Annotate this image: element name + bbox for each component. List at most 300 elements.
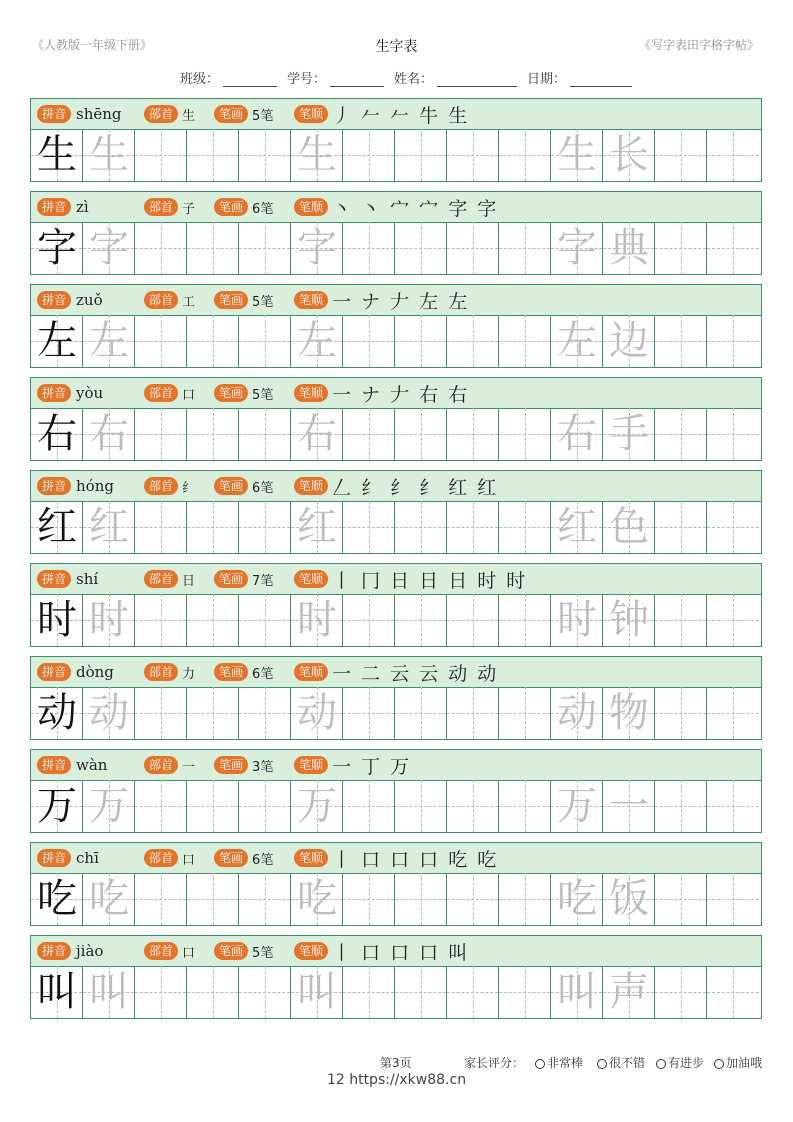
writing-cell[interactable] [447, 873, 499, 925]
word-character: 一 [609, 783, 649, 829]
writing-cell[interactable] [83, 222, 135, 274]
writing-cell[interactable] [239, 129, 291, 181]
model-character: 右 [37, 411, 77, 457]
writing-cell[interactable] [395, 222, 447, 274]
order-badge: 笔顺 [294, 105, 328, 123]
writing-cell[interactable] [499, 966, 551, 1018]
writing-cell[interactable] [291, 222, 343, 274]
trace-character: 时 [297, 597, 337, 643]
writing-cell[interactable] [551, 222, 603, 274]
order-badge: 笔顺 [294, 198, 328, 216]
writing-cell[interactable] [187, 873, 239, 925]
stroke-order: 𠃋 纟 纟 纟 红 红 [332, 476, 499, 499]
writing-cell[interactable] [655, 687, 707, 739]
writing-cell[interactable] [603, 687, 655, 739]
radical-badge: 部首 [144, 198, 178, 216]
stroke-order: 一 二 云 云 动 动 [332, 662, 499, 685]
character-block [30, 191, 762, 277]
pinyin-value: jiào [76, 942, 104, 960]
radio-icon [656, 1059, 666, 1069]
rating-option[interactable]: 有进步 [656, 1054, 704, 1071]
strokes-value: 5笔 [252, 945, 274, 961]
radical-badge: 部首 [144, 105, 178, 123]
writing-cell[interactable] [707, 873, 759, 925]
trace-character: 叫 [297, 969, 337, 1015]
strokes-value: 6笔 [252, 480, 274, 496]
tianzige-grid [30, 594, 762, 647]
writing-cell[interactable] [343, 873, 395, 925]
writing-cell[interactable] [447, 966, 499, 1018]
writing-cell[interactable] [603, 222, 655, 274]
word-character: 边 [609, 318, 649, 364]
writing-cell[interactable] [135, 315, 187, 367]
page-number: 第3页 [380, 1056, 412, 1070]
pinyin-value: shēng [76, 105, 122, 123]
writing-cell[interactable] [31, 594, 83, 646]
writing-cell[interactable] [343, 594, 395, 646]
writing-cell[interactable] [447, 315, 499, 367]
radical-value: 口 [182, 852, 196, 868]
writing-cell[interactable] [447, 594, 499, 646]
writing-cell[interactable] [343, 408, 395, 460]
writing-cell[interactable] [707, 966, 759, 1018]
writing-cell[interactable] [239, 222, 291, 274]
writing-cell[interactable] [343, 966, 395, 1018]
writing-cell[interactable] [603, 594, 655, 646]
header-left: 《人教版一年级下册》 [32, 38, 153, 52]
info-bar [30, 656, 762, 688]
tianzige-grid [30, 780, 762, 833]
writing-cell[interactable] [603, 966, 655, 1018]
writing-cell[interactable] [187, 780, 239, 832]
writing-cell[interactable] [83, 966, 135, 1018]
writing-cell[interactable] [395, 315, 447, 367]
radical-value: 口 [182, 387, 196, 403]
info-bar [30, 935, 762, 967]
order-badge: 笔顺 [294, 663, 328, 681]
radical-value: 一 [182, 759, 196, 775]
strokes-badge: 笔画 [214, 291, 248, 309]
writing-cell[interactable] [83, 594, 135, 646]
writing-cell[interactable] [135, 501, 187, 553]
writing-cell[interactable] [135, 408, 187, 460]
writing-cell[interactable] [239, 408, 291, 460]
writing-cell[interactable] [499, 780, 551, 832]
pinyin-badge: 拼音 [37, 570, 71, 588]
writing-cell[interactable] [343, 501, 395, 553]
stroke-order: 一 丁 万 [332, 755, 412, 778]
word-character: 色 [609, 504, 649, 550]
tianzige-grid [30, 501, 762, 554]
writing-cell[interactable] [603, 315, 655, 367]
word-character: 声 [609, 969, 649, 1015]
writing-cell[interactable] [655, 780, 707, 832]
character-block [30, 98, 762, 184]
strokes-value: 5笔 [252, 294, 274, 310]
writing-cell[interactable] [291, 687, 343, 739]
character-block [30, 656, 762, 742]
pinyin-badge: 拼音 [37, 477, 71, 495]
order-badge: 笔顺 [294, 477, 328, 495]
trace-character: 时 [89, 597, 129, 643]
info-bar [30, 749, 762, 781]
writing-cell[interactable] [31, 222, 83, 274]
word-character: 动 [557, 690, 597, 736]
strokes-value: 6笔 [252, 201, 274, 217]
writing-cell[interactable] [447, 687, 499, 739]
writing-cell[interactable] [135, 687, 187, 739]
info-bar [30, 191, 762, 223]
writing-cell[interactable] [187, 408, 239, 460]
word-character: 叫 [557, 969, 597, 1015]
writing-cell[interactable] [655, 222, 707, 274]
pinyin-badge: 拼音 [37, 105, 71, 123]
character-block [30, 935, 762, 1021]
writing-cell[interactable] [83, 408, 135, 460]
strokes-value: 7笔 [252, 573, 274, 589]
writing-cell[interactable] [187, 222, 239, 274]
writing-cell[interactable] [499, 873, 551, 925]
strokes-badge: 笔画 [214, 570, 248, 588]
writing-cell[interactable] [135, 873, 187, 925]
radio-icon [535, 1059, 545, 1069]
pinyin-badge: 拼音 [37, 942, 71, 960]
writing-cell[interactable] [135, 966, 187, 1018]
trace-character: 生 [297, 132, 337, 178]
writing-cell[interactable] [135, 780, 187, 832]
strokes-value: 5笔 [252, 387, 274, 403]
tianzige-grid [30, 687, 762, 740]
writing-cell[interactable] [447, 222, 499, 274]
writing-cell[interactable] [447, 408, 499, 460]
writing-cell[interactable] [707, 222, 759, 274]
strokes-badge: 笔画 [214, 849, 248, 867]
strokes-value: 6笔 [252, 666, 274, 682]
character-block [30, 842, 762, 928]
writing-cell[interactable] [603, 501, 655, 553]
trace-character: 万 [297, 783, 337, 829]
radical-value: 日 [182, 573, 196, 589]
pinyin-badge: 拼音 [37, 384, 71, 402]
trace-character: 左 [297, 318, 337, 364]
rating-option[interactable]: 加油哦 [714, 1054, 762, 1071]
writing-cell[interactable] [83, 687, 135, 739]
info-bar [30, 842, 762, 874]
trace-character: 吃 [297, 876, 337, 922]
writing-cell[interactable] [655, 501, 707, 553]
character-block [30, 749, 762, 835]
trace-character: 吃 [89, 876, 129, 922]
writing-cell[interactable] [395, 687, 447, 739]
stroke-order: 丶 丶 宀 宀 字 字 [332, 197, 499, 220]
character-block [30, 470, 762, 556]
trace-character: 万 [89, 783, 129, 829]
writing-cell[interactable] [343, 315, 395, 367]
pinyin-badge: 拼音 [37, 849, 71, 867]
pinyin-value: zuǒ [76, 291, 103, 309]
pinyin-value: zì [76, 198, 89, 216]
writing-cell[interactable] [187, 687, 239, 739]
word-character: 吃 [557, 876, 597, 922]
strokes-badge: 笔画 [214, 198, 248, 216]
writing-cell[interactable] [395, 966, 447, 1018]
word-character: 字 [557, 225, 597, 271]
writing-cell[interactable] [343, 780, 395, 832]
strokes-badge: 笔画 [214, 756, 248, 774]
writing-cell[interactable] [603, 780, 655, 832]
writing-cell[interactable] [187, 966, 239, 1018]
word-character: 手 [609, 411, 649, 457]
writing-cell[interactable] [239, 315, 291, 367]
writing-cell[interactable] [395, 873, 447, 925]
writing-cell[interactable] [31, 315, 83, 367]
info-bar [30, 470, 762, 502]
pinyin-badge: 拼音 [37, 198, 71, 216]
writing-cell[interactable] [551, 780, 603, 832]
writing-cell[interactable] [551, 501, 603, 553]
class-label: 班级： [180, 72, 220, 87]
writing-cell[interactable] [395, 129, 447, 181]
writing-cell[interactable] [31, 408, 83, 460]
writing-cell[interactable] [343, 222, 395, 274]
order-badge: 笔顺 [294, 942, 328, 960]
pinyin-value: wàn [76, 756, 108, 774]
watermark: 12 https://xkw88.cn [326, 1072, 467, 1088]
writing-cell[interactable] [135, 222, 187, 274]
model-character: 叫 [37, 969, 77, 1015]
writing-cell[interactable] [291, 873, 343, 925]
student-id-field[interactable] [330, 73, 384, 87]
model-character: 红 [37, 504, 77, 550]
writing-cell[interactable] [239, 594, 291, 646]
trace-character: 字 [297, 225, 337, 271]
strokes-value: 5笔 [252, 108, 274, 124]
rating-option[interactable]: 很不错 [597, 1054, 645, 1071]
writing-cell[interactable] [291, 594, 343, 646]
writing-cell[interactable] [135, 594, 187, 646]
writing-cell[interactable] [655, 594, 707, 646]
trace-character: 右 [89, 411, 129, 457]
writing-cell[interactable] [395, 594, 447, 646]
writing-cell[interactable] [31, 501, 83, 553]
writing-cell[interactable] [551, 129, 603, 181]
writing-cell[interactable] [291, 501, 343, 553]
writing-cell[interactable] [655, 129, 707, 181]
writing-cell[interactable] [499, 408, 551, 460]
writing-cell[interactable] [707, 408, 759, 460]
character-block [30, 563, 762, 649]
writing-cell[interactable] [135, 129, 187, 181]
writing-cell[interactable] [187, 315, 239, 367]
writing-cell[interactable] [239, 687, 291, 739]
writing-cell[interactable] [707, 687, 759, 739]
writing-cell[interactable] [291, 780, 343, 832]
order-badge: 笔顺 [294, 570, 328, 588]
writing-cell[interactable] [551, 873, 603, 925]
date-field[interactable] [570, 73, 632, 87]
stroke-order: 丨 冂 日 日 日 时 时 [332, 569, 528, 592]
strokes-badge: 笔画 [214, 477, 248, 495]
writing-cell[interactable] [707, 129, 759, 181]
writing-cell[interactable] [603, 873, 655, 925]
trace-character: 动 [89, 690, 129, 736]
radical-badge: 部首 [144, 756, 178, 774]
radical-badge: 部首 [144, 570, 178, 588]
writing-cell[interactable] [239, 873, 291, 925]
word-character: 饭 [609, 876, 649, 922]
radio-icon [597, 1059, 607, 1069]
radical-badge: 部首 [144, 477, 178, 495]
word-character: 万 [557, 783, 597, 829]
tianzige-grid [30, 873, 762, 926]
writing-cell[interactable] [707, 594, 759, 646]
writing-cell[interactable] [707, 780, 759, 832]
writing-cell[interactable] [499, 501, 551, 553]
writing-cell[interactable] [447, 501, 499, 553]
date-label: 日期： [527, 72, 567, 87]
pinyin-value: shí [76, 570, 99, 588]
writing-cell[interactable] [187, 501, 239, 553]
pinyin-value: yòu [76, 384, 104, 402]
tianzige-grid [30, 315, 762, 368]
trace-character: 红 [297, 504, 337, 550]
writing-cell[interactable] [291, 966, 343, 1018]
rating-option[interactable]: 非常棒 [535, 1054, 583, 1071]
class-field[interactable] [223, 73, 277, 87]
radical-value: 力 [182, 666, 196, 682]
writing-cell[interactable] [551, 594, 603, 646]
stroke-order: 一 ナ 𠂇 右 右 [332, 383, 470, 406]
writing-cell[interactable] [551, 408, 603, 460]
word-character: 长 [609, 132, 649, 178]
page-title: 生字表 [375, 39, 418, 55]
trace-character: 右 [297, 411, 337, 457]
writing-cell[interactable] [239, 780, 291, 832]
writing-cell[interactable] [83, 780, 135, 832]
writing-cell[interactable] [187, 129, 239, 181]
writing-cell[interactable] [499, 687, 551, 739]
order-badge: 笔顺 [294, 291, 328, 309]
model-character: 左 [37, 318, 77, 364]
writing-cell[interactable] [551, 687, 603, 739]
trace-character: 生 [89, 132, 129, 178]
writing-cell[interactable] [31, 687, 83, 739]
writing-cell[interactable] [499, 222, 551, 274]
writing-cell[interactable] [31, 780, 83, 832]
info-bar [30, 377, 762, 409]
radical-badge: 部首 [144, 291, 178, 309]
order-badge: 笔顺 [294, 384, 328, 402]
radical-value: 纟 [182, 480, 196, 496]
tianzige-grid [30, 129, 762, 182]
writing-cell[interactable] [499, 129, 551, 181]
stroke-order: 丿 𠂉 𠂉 牛 生 [332, 104, 470, 127]
trace-character: 字 [89, 225, 129, 271]
writing-cell[interactable] [603, 408, 655, 460]
writing-cell[interactable] [291, 129, 343, 181]
word-character: 红 [557, 504, 597, 550]
tianzige-grid [30, 966, 762, 1019]
trace-character: 左 [89, 318, 129, 364]
writing-cell[interactable] [499, 594, 551, 646]
radical-badge: 部首 [144, 849, 178, 867]
tianzige-grid [30, 408, 762, 461]
pinyin-value: chī [76, 849, 99, 867]
tianzige-grid [30, 222, 762, 275]
writing-cell[interactable] [291, 408, 343, 460]
pinyin-badge: 拼音 [37, 291, 71, 309]
writing-cell[interactable] [655, 873, 707, 925]
writing-cell[interactable] [31, 129, 83, 181]
writing-cell[interactable] [291, 315, 343, 367]
model-character: 动 [37, 690, 77, 736]
writing-cell[interactable] [239, 966, 291, 1018]
radio-icon [714, 1059, 724, 1069]
info-bar [30, 284, 762, 316]
radical-value: 工 [182, 294, 196, 310]
pinyin-badge: 拼音 [37, 663, 71, 681]
word-character: 时 [557, 597, 597, 643]
word-character: 左 [557, 318, 597, 364]
model-character: 时 [37, 597, 77, 643]
radical-value: 生 [182, 108, 196, 124]
name-field[interactable] [437, 73, 517, 87]
pinyin-value: dòng [76, 663, 114, 681]
strokes-value: 3笔 [252, 759, 274, 775]
strokes-badge: 笔画 [214, 384, 248, 402]
writing-cell[interactable] [655, 408, 707, 460]
writing-cell[interactable] [499, 315, 551, 367]
writing-cell[interactable] [31, 873, 83, 925]
writing-cell[interactable] [447, 780, 499, 832]
word-character: 典 [609, 225, 649, 271]
word-character: 钟 [609, 597, 649, 643]
writing-cell[interactable] [187, 594, 239, 646]
rating-label: 家长评分： [464, 1056, 525, 1070]
trace-character: 动 [297, 690, 337, 736]
stroke-order: 丨 口 口 口 吃 吃 [332, 848, 499, 871]
stroke-order: 一 ナ 𠂇 左 左 [332, 290, 470, 313]
writing-cell[interactable] [83, 129, 135, 181]
writing-cell[interactable] [343, 129, 395, 181]
writing-cell[interactable] [395, 501, 447, 553]
writing-cell[interactable] [603, 129, 655, 181]
writing-cell[interactable] [31, 966, 83, 1018]
writing-cell[interactable] [83, 501, 135, 553]
writing-cell[interactable] [447, 129, 499, 181]
word-character: 生 [557, 132, 597, 178]
writing-cell[interactable] [83, 315, 135, 367]
radical-badge: 部首 [144, 942, 178, 960]
writing-cell[interactable] [655, 315, 707, 367]
writing-cell[interactable] [83, 873, 135, 925]
writing-cell[interactable] [707, 501, 759, 553]
writing-cell[interactable] [239, 501, 291, 553]
model-character: 万 [37, 783, 77, 829]
info-bar [30, 98, 762, 130]
writing-cell[interactable] [551, 315, 603, 367]
radical-value: 口 [182, 945, 196, 961]
writing-cell[interactable] [707, 315, 759, 367]
student-info [180, 68, 632, 87]
writing-cell[interactable] [655, 966, 707, 1018]
info-bar [30, 563, 762, 595]
writing-cell[interactable] [395, 780, 447, 832]
writing-cell[interactable] [395, 408, 447, 460]
writing-cell[interactable] [551, 966, 603, 1018]
order-badge: 笔顺 [294, 756, 328, 774]
writing-cell[interactable] [343, 687, 395, 739]
